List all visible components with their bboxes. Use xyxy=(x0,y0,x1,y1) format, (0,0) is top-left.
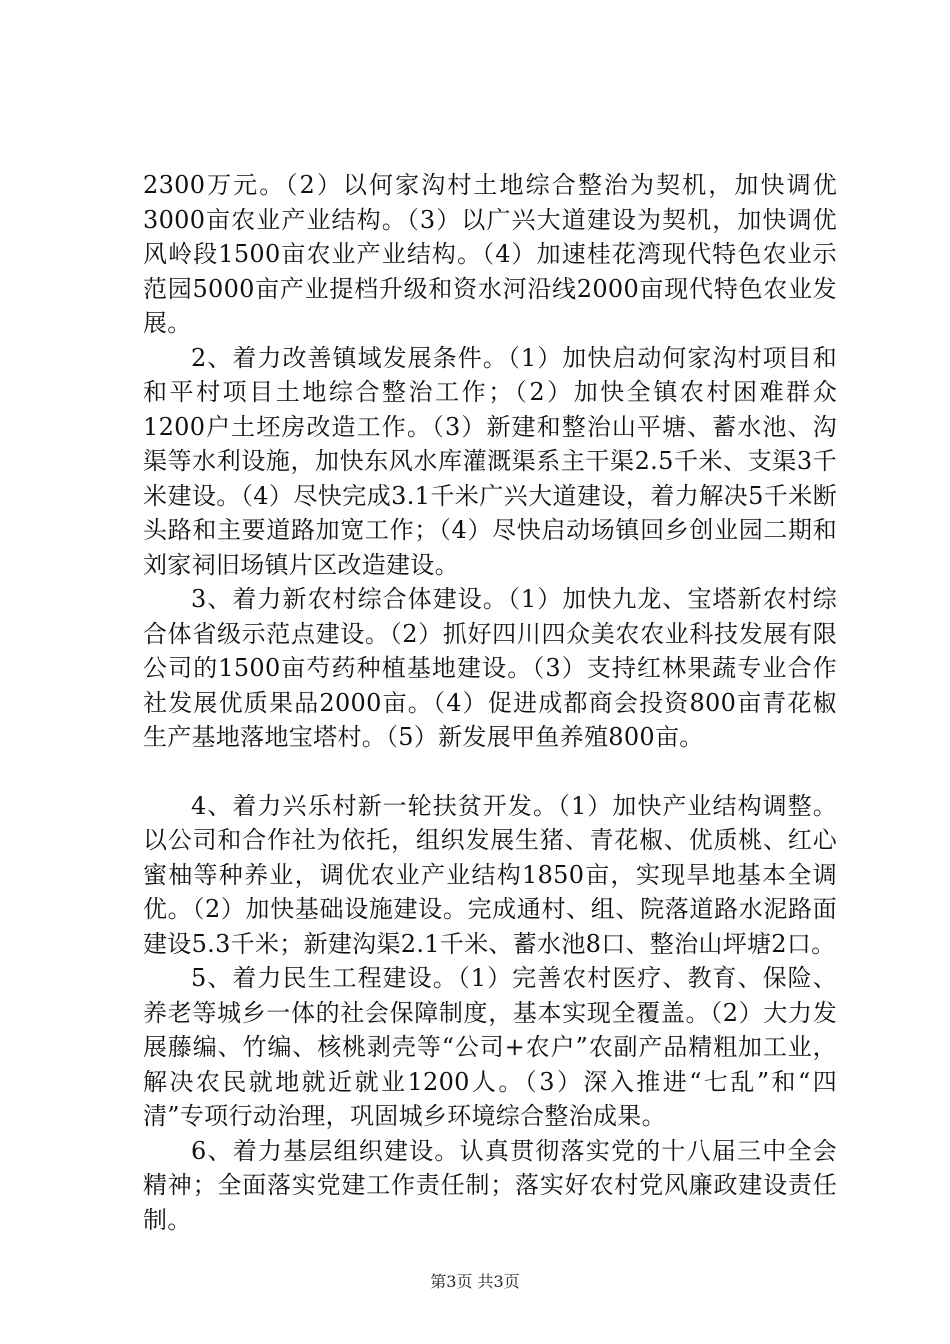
document-body xyxy=(143,168,837,1237)
paragraph-spacer xyxy=(143,755,837,789)
paragraph-item-6: 6、着力基层组织建设。认真贯彻落实党的十八届三中全会精神；全面落实党建工作责任制；落实好农村党风廉政建设责任制。 xyxy=(143,1136,837,1234)
page-footer: 第3页 共3页 xyxy=(430,1272,520,1291)
paragraph-item-5: 5、着力民生工程建设。（1）完善农村医疗、教育、保险、养老等城乡一体的社会保障制度，基本实现全覆盖。（2）大力发展藤编、竹编、核桃剥壳等“公司+农户”农副产品精粗加工业，解决农民就地就近就业1200人。（3）深入推进“七乱”和“四清”专项行动治理，巩固城乡环境综合整治成果。 xyxy=(143,964,837,1130)
paragraph-item-4: 4、着力兴乐村新一轮扶贫开发。（1）加快产业结构调整。以公司和合作社为依托，组织发展生猪、青花椒、优质桃、红心蜜柚等种养业，调优农业产业结构1850亩，实现旱地基本全调优。（2）加快基础设施建设。完成通村、组、院落道路水泥路面建设5.3千米；新建沟渠2.1千米、蓄水池8口、整治山坪塘2口。 xyxy=(143,791,837,958)
paragraph-continuation: 2300万元。（2）以何家沟村土地综合整治为契机，加快调优3000亩农业产业结构。（3）以广兴大道建设为契机，加快调优风岭段1500亩农业产业结构。（4）加速桂花湾现代特色农业示范园5000亩产业提档升级和资水河沿线2000亩现代特色农业发展。 xyxy=(143,171,837,337)
paragraph-item-2: 2、着力改善镇域发展条件。（1）加快启动何家沟村项目和和平村项目土地综合整治工作；（2）加快全镇农村困难群众1200户土坯房改造工作。（3）新建和整治山平塘、蓄水池、沟渠等水利设施，加快东风水库灌溉渠系主干渠2.5千米、支渠3千米建设。（4）尽快完成3.1千米广兴大道建设，着力解决5千米断头路和主要道路加宽工作；（4）尽快启动场镇回乡创业园二期和刘家祠旧场镇片区改造建设。 xyxy=(143,343,837,579)
paragraph-item-3: 3、着力新农村综合体建设。（1）加快九龙、宝塔新农村综合体省级示范点建设。（2）抓好四川四众美农农业科技发展有限公司的1500亩芍药种植基地建设。（3）支持红林果蔬专业合作社发展优质果品2000亩。（4）促进成都商会投资800亩青花椒生产基地落地宝塔村。（5）新发展甲鱼养殖800亩。 xyxy=(143,585,837,751)
